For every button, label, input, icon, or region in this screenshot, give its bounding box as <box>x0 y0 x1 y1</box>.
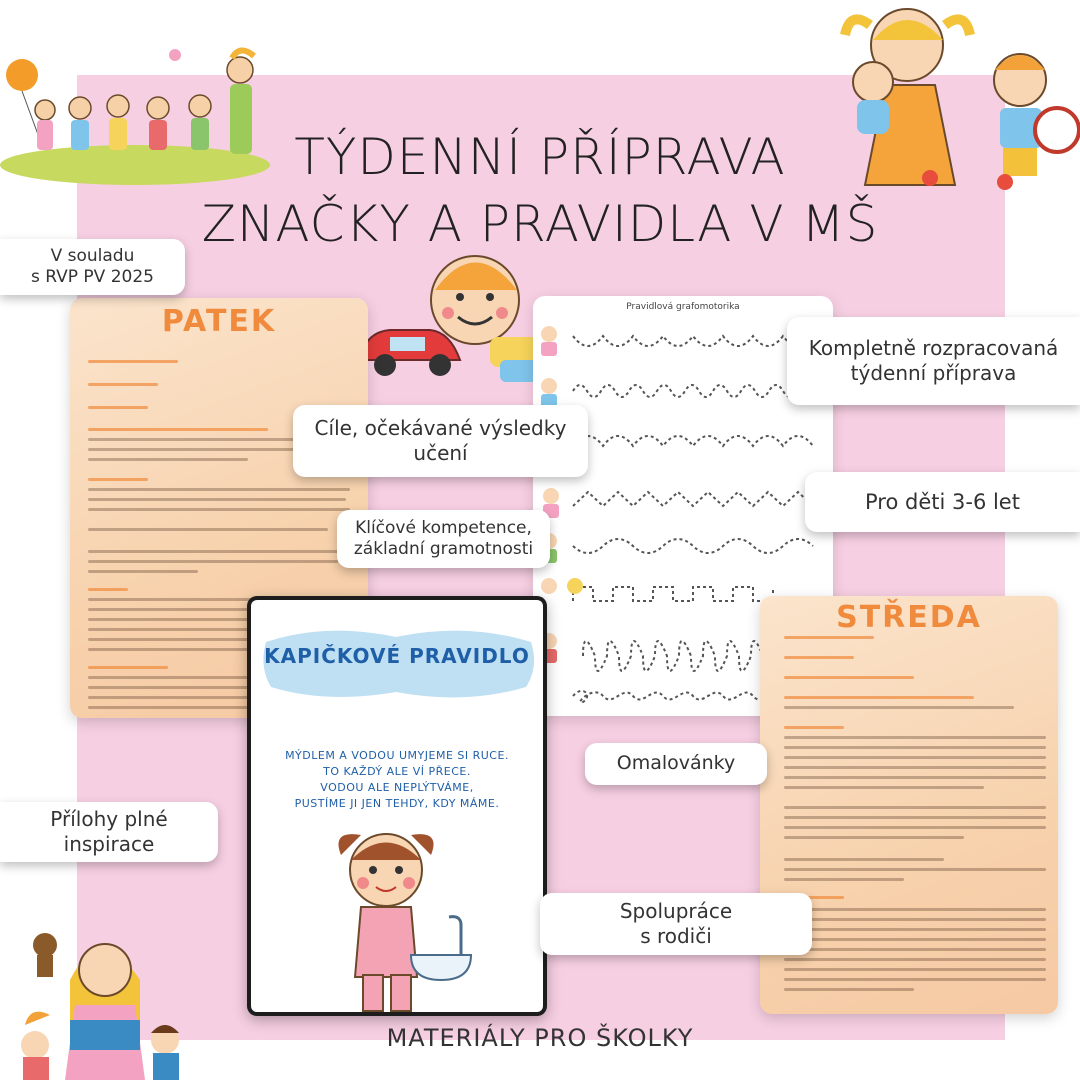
main-title-line1: TÝDENNÍ PŘÍPRAVA <box>294 128 786 186</box>
friday-title: PATEK <box>161 304 277 339</box>
tablet-rule-preview <box>247 596 547 1016</box>
badge-complete-plan: Kompletně rozpracovaná týdenní příprava <box>787 317 1080 405</box>
badge-coloring: Omalovánky <box>585 743 767 785</box>
teacher-reading-illustration <box>15 925 185 1080</box>
badge-age: Pro děti 3-6 let <box>805 472 1080 532</box>
wednesday-title: STŘEDA <box>836 600 982 635</box>
footer-text: MATERIÁLY PRO ŠKOLKY <box>386 1024 694 1052</box>
badge-competences: Klíčové kompetence, základní gramotnosti <box>337 510 550 568</box>
boy-with-car-illustration <box>350 245 560 395</box>
badge-parents: Spolupráce s rodiči <box>540 893 812 955</box>
rule-text: MÝDLEM A VODOU UMYJEME SI RUCE. TO KAŽDÝ ALE VÍ PŘECE. VODOU ALE NEPLÝTVÁME, PUSTÍME JI JEN TEHDY, KDY MÁME. <box>285 749 509 810</box>
main-title-line2: ZNAČKY A PRAVIDLA V MŠ <box>201 195 879 253</box>
worksheet-title: Pravidlová grafomotorika <box>626 302 740 312</box>
badge-rvp: V souladu s RVP PV 2025 <box>0 239 185 295</box>
tablet-screen <box>251 600 543 1012</box>
badge-attachments: Přílohy plné inspirace <box>0 802 218 862</box>
girl-washing-hands-illustration <box>311 825 501 1012</box>
rule-title: KAPIČKOVÉ PRAVIDLO <box>264 644 530 668</box>
badge-goals: Cíle, očekávané výsledky učení <box>293 405 588 477</box>
